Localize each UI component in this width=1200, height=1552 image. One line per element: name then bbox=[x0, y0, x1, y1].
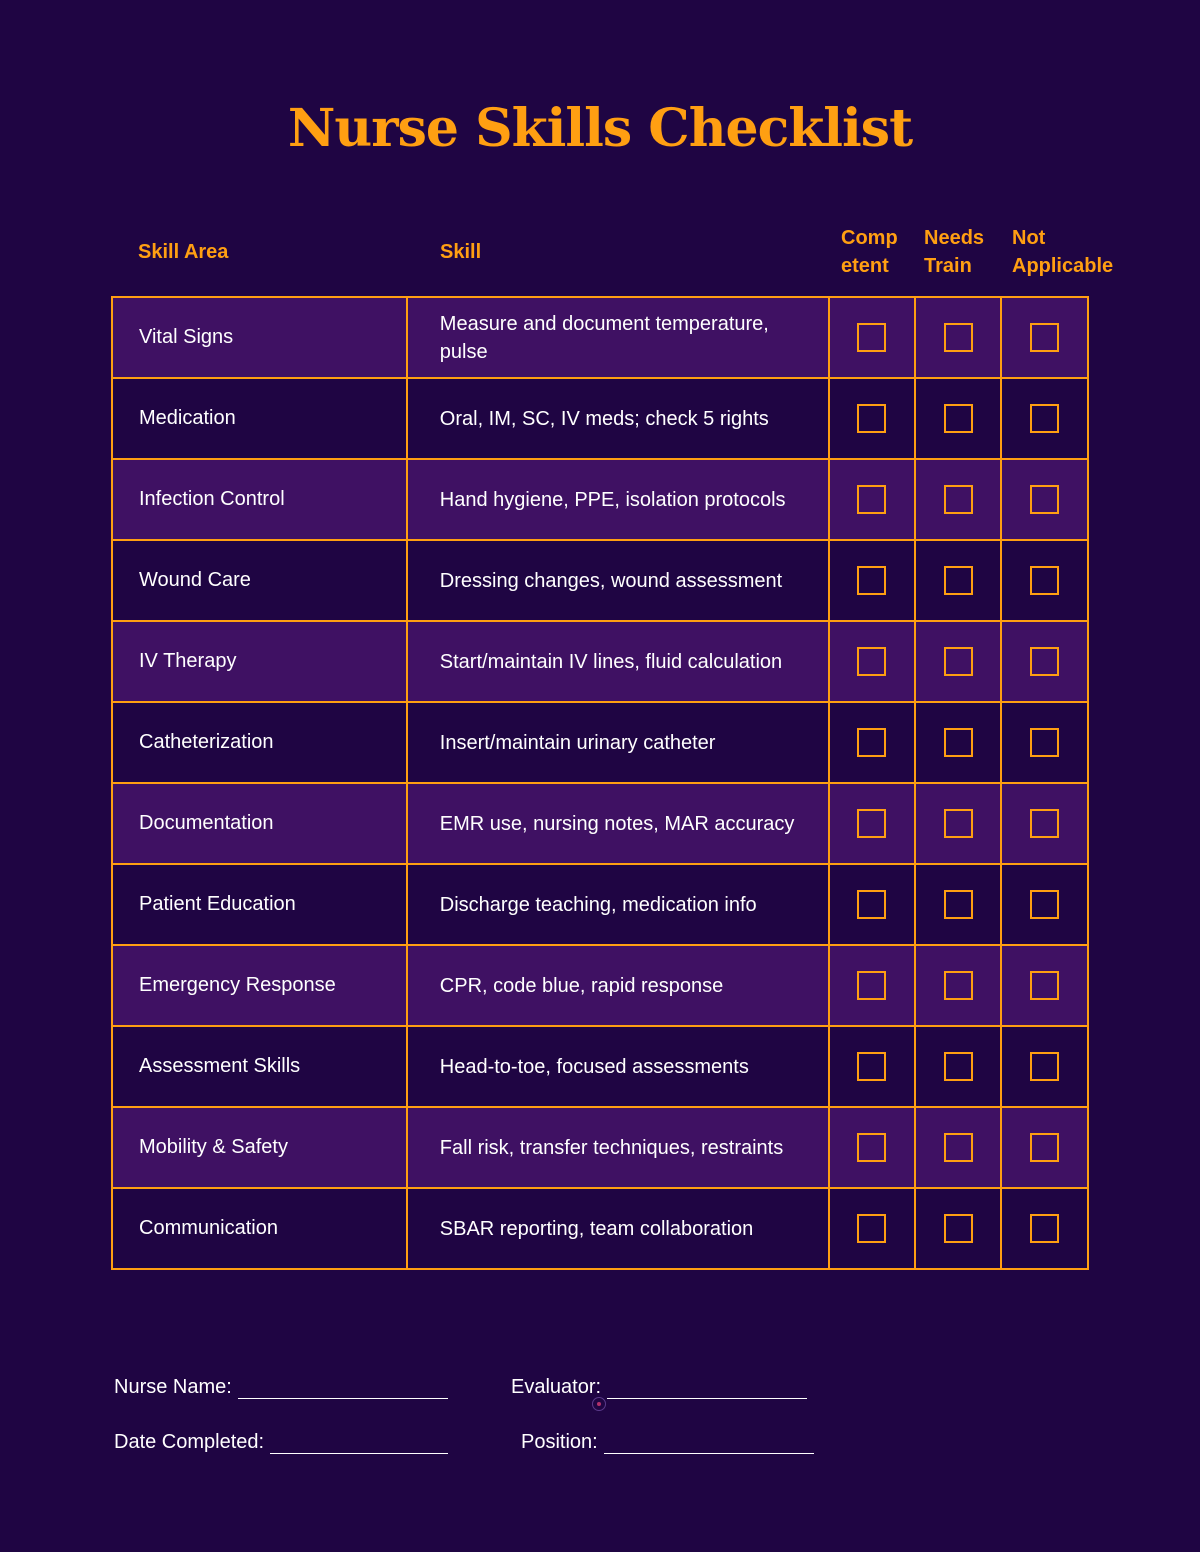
not-applicable-checkbox[interactable] bbox=[1030, 566, 1059, 595]
needs-train-cell bbox=[915, 378, 1001, 459]
needs-train-checkbox[interactable] bbox=[944, 485, 973, 514]
needs-train-checkbox[interactable] bbox=[944, 323, 973, 352]
competent-cell bbox=[829, 1107, 915, 1188]
skill-cell: Head-to-toe, focused assessments bbox=[407, 1026, 829, 1107]
table-row bbox=[112, 1026, 1088, 1107]
position-field bbox=[521, 1431, 814, 1454]
needs-train-checkbox[interactable] bbox=[944, 404, 973, 433]
skill-cell: EMR use, nursing notes, MAR accuracy bbox=[407, 783, 829, 864]
competent-checkbox[interactable] bbox=[857, 971, 886, 1000]
skill-area-cell: Medication bbox=[112, 378, 407, 459]
nurse-name-input-line[interactable] bbox=[238, 1378, 448, 1399]
page-title: Nurse Skills Checklist bbox=[287, 98, 913, 159]
evaluator-input-line[interactable] bbox=[607, 1378, 807, 1399]
competent-cell bbox=[829, 378, 915, 459]
competent-checkbox[interactable] bbox=[857, 323, 886, 352]
competent-cell bbox=[829, 783, 915, 864]
competent-cell bbox=[829, 945, 915, 1026]
not-applicable-cell bbox=[1001, 1188, 1088, 1269]
competent-cell bbox=[829, 702, 915, 783]
competent-checkbox[interactable] bbox=[857, 1052, 886, 1081]
not-applicable-cell bbox=[1001, 1107, 1088, 1188]
needs-train-cell bbox=[915, 540, 1001, 621]
skill-cell: Start/maintain IV lines, fluid calculation bbox=[407, 621, 829, 702]
needs-train-checkbox[interactable] bbox=[944, 566, 973, 595]
nurse-name-field bbox=[114, 1376, 448, 1399]
evaluator-field bbox=[511, 1376, 807, 1399]
not-applicable-checkbox[interactable] bbox=[1030, 1052, 1059, 1081]
table-row bbox=[112, 864, 1088, 945]
competent-checkbox[interactable] bbox=[857, 1214, 886, 1243]
not-applicable-cell bbox=[1001, 864, 1088, 945]
competent-cell bbox=[829, 1188, 915, 1269]
skills-table-body bbox=[112, 297, 1088, 1269]
not-applicable-cell bbox=[1001, 702, 1088, 783]
skill-area-cell: Catheterization bbox=[112, 702, 407, 783]
position-label: Position: bbox=[521, 1431, 598, 1453]
needs-train-cell bbox=[915, 1107, 1001, 1188]
not-applicable-cell bbox=[1001, 297, 1088, 378]
table-row bbox=[112, 459, 1088, 540]
needs-train-cell bbox=[915, 783, 1001, 864]
skill-cell: Oral, IM, SC, IV meds; check 5 rights bbox=[407, 378, 829, 459]
not-applicable-checkbox[interactable] bbox=[1030, 647, 1059, 676]
competent-cell bbox=[829, 1026, 915, 1107]
cursor-icon bbox=[592, 1397, 606, 1411]
not-applicable-checkbox[interactable] bbox=[1030, 485, 1059, 514]
needs-train-checkbox[interactable] bbox=[944, 647, 973, 676]
needs-train-cell bbox=[915, 297, 1001, 378]
date-completed-label: Date Completed: bbox=[114, 1431, 265, 1453]
needs-train-cell bbox=[915, 864, 1001, 945]
table-row bbox=[112, 1188, 1088, 1269]
table-row bbox=[112, 297, 1088, 378]
header-not-applicable: Not Applicable bbox=[1012, 227, 1114, 277]
table-row bbox=[112, 702, 1088, 783]
table-row bbox=[112, 945, 1088, 1026]
table-row bbox=[112, 621, 1088, 702]
skill-cell: Discharge teaching, medication info bbox=[407, 864, 829, 945]
not-applicable-checkbox[interactable] bbox=[1030, 809, 1059, 838]
not-applicable-cell bbox=[1001, 378, 1088, 459]
needs-train-checkbox[interactable] bbox=[944, 809, 973, 838]
skills-table bbox=[111, 296, 1089, 1270]
position-input-line[interactable] bbox=[604, 1433, 814, 1454]
competent-checkbox[interactable] bbox=[857, 566, 886, 595]
table-row bbox=[112, 540, 1088, 621]
not-applicable-cell bbox=[1001, 621, 1088, 702]
skill-area-cell: IV Therapy bbox=[112, 621, 407, 702]
not-applicable-cell bbox=[1001, 783, 1088, 864]
table-row bbox=[112, 783, 1088, 864]
not-applicable-checkbox[interactable] bbox=[1030, 728, 1059, 757]
competent-cell bbox=[829, 864, 915, 945]
not-applicable-checkbox[interactable] bbox=[1030, 890, 1059, 919]
needs-train-checkbox[interactable] bbox=[944, 971, 973, 1000]
skill-cell: Fall risk, transfer techniques, restraints bbox=[407, 1107, 829, 1188]
not-applicable-checkbox[interactable] bbox=[1030, 1133, 1059, 1162]
skill-cell: Insert/maintain urinary catheter bbox=[407, 702, 829, 783]
needs-train-checkbox[interactable] bbox=[944, 1214, 973, 1243]
not-applicable-checkbox[interactable] bbox=[1030, 323, 1059, 352]
competent-cell bbox=[829, 297, 915, 378]
skill-area-cell: Assessment Skills bbox=[112, 1026, 407, 1107]
evaluator-label: Evaluator: bbox=[511, 1376, 602, 1398]
not-applicable-cell bbox=[1001, 540, 1088, 621]
skill-cell: SBAR reporting, team collaboration bbox=[407, 1188, 829, 1269]
not-applicable-checkbox[interactable] bbox=[1030, 971, 1059, 1000]
skill-cell: Hand hygiene, PPE, isolation protocols bbox=[407, 459, 829, 540]
competent-checkbox[interactable] bbox=[857, 728, 886, 757]
competent-checkbox[interactable] bbox=[857, 404, 886, 433]
skill-cell: Dressing changes, wound assessment bbox=[407, 540, 829, 621]
header-skill-area: Skill Area bbox=[138, 241, 229, 263]
nurse-name-label: Nurse Name: bbox=[114, 1376, 232, 1398]
needs-train-cell bbox=[915, 459, 1001, 540]
date-completed-input-line[interactable] bbox=[270, 1433, 448, 1454]
competent-cell bbox=[829, 540, 915, 621]
needs-train-checkbox[interactable] bbox=[944, 1133, 973, 1162]
skill-area-cell: Wound Care bbox=[112, 540, 407, 621]
skill-area-cell: Documentation bbox=[112, 783, 407, 864]
skill-area-cell: Communication bbox=[112, 1188, 407, 1269]
needs-train-cell bbox=[915, 945, 1001, 1026]
table-row bbox=[112, 378, 1088, 459]
skill-area-cell: Infection Control bbox=[112, 459, 407, 540]
not-applicable-cell bbox=[1001, 945, 1088, 1026]
header-skill: Skill bbox=[440, 241, 482, 263]
table-row bbox=[112, 1107, 1088, 1188]
competent-checkbox[interactable] bbox=[857, 809, 886, 838]
header-competent: Comp etent bbox=[841, 227, 898, 277]
needs-train-cell bbox=[915, 702, 1001, 783]
needs-train-checkbox[interactable] bbox=[944, 890, 973, 919]
not-applicable-checkbox[interactable] bbox=[1030, 1214, 1059, 1243]
skill-cell: CPR, code blue, rapid response bbox=[407, 945, 829, 1026]
skill-cell: Measure and document temperature, pulse bbox=[407, 297, 829, 378]
not-applicable-cell bbox=[1001, 1026, 1088, 1107]
skill-area-cell: Emergency Response bbox=[112, 945, 407, 1026]
competent-checkbox[interactable] bbox=[857, 1133, 886, 1162]
needs-train-cell bbox=[915, 1026, 1001, 1107]
needs-train-cell bbox=[915, 621, 1001, 702]
needs-train-cell bbox=[915, 1188, 1001, 1269]
date-completed-field bbox=[114, 1431, 448, 1454]
header-needs-train: Needs Train bbox=[924, 227, 985, 277]
competent-cell bbox=[829, 621, 915, 702]
not-applicable-checkbox[interactable] bbox=[1030, 404, 1059, 433]
not-applicable-cell bbox=[1001, 459, 1088, 540]
skill-area-cell: Patient Education bbox=[112, 864, 407, 945]
competent-checkbox[interactable] bbox=[857, 890, 886, 919]
needs-train-checkbox[interactable] bbox=[944, 1052, 973, 1081]
competent-checkbox[interactable] bbox=[857, 485, 886, 514]
needs-train-checkbox[interactable] bbox=[944, 728, 973, 757]
competent-checkbox[interactable] bbox=[857, 647, 886, 676]
skill-area-cell: Mobility & Safety bbox=[112, 1107, 407, 1188]
skill-area-cell: Vital Signs bbox=[112, 297, 407, 378]
competent-cell bbox=[829, 459, 915, 540]
